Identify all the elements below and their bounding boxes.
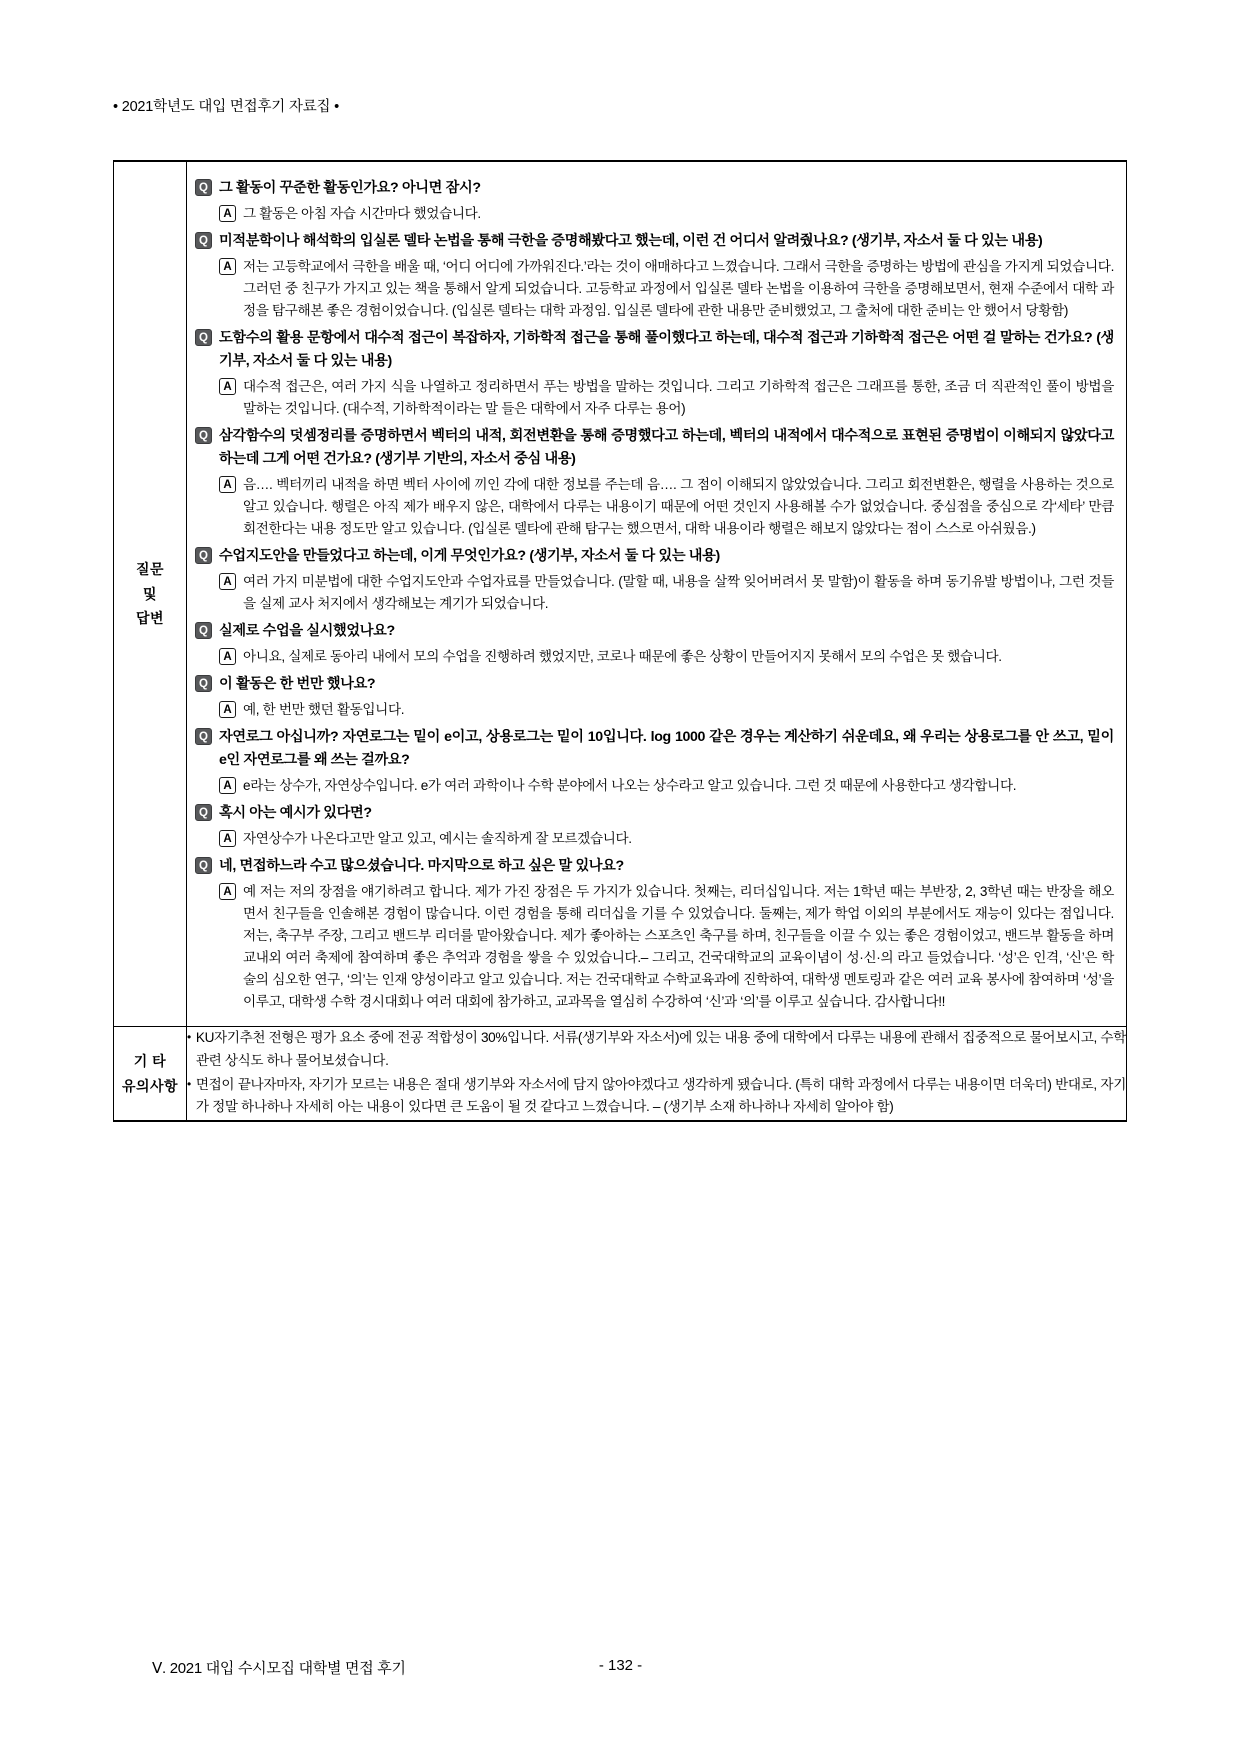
question-row: [195, 230, 1114, 253]
qa-item: [195, 855, 1114, 1013]
question-badge-icon: Q: [195, 675, 212, 692]
note-list-item: [187, 1074, 1126, 1119]
qa-item: [195, 545, 1114, 615]
notes-row-label: [114, 1027, 187, 1122]
answer-badge-icon: A: [219, 648, 236, 665]
qa-item: [195, 230, 1114, 322]
page-number: - 132 -: [598, 1657, 643, 1674]
question-row: [195, 673, 1114, 696]
qa-item: [195, 726, 1114, 797]
notes-label-line-2: 유의사항: [121, 1077, 179, 1094]
answer-badge-icon: A: [219, 258, 236, 275]
question-badge-icon: Q: [195, 857, 212, 874]
answer-text: 예 저는 저의 장점을 얘기하려고 합니다. 제가 가진 장점은 두 가지가 있습니다. 첫째는, 리더십입니다. 저는 1학년 때는 부반장, 2, 3학년 때는 반장을 해오면서 친구들을 인솔해본 경험이 많습니다. 이런 경험을 통해 리더십을 기를 수 있었습니다. 둘째는, 제가 학업 이외의 부분에서도 재능이 있다는 점입니다. 저는, 축구부 주장, 그리고 밴드부 리더를 맡아왔습니다. 제가 좋아하는 스포츠인 축구를 하며, 친구들을 이끌 수 있는 좋은 경험이었고, 밴드부 활동을 하며 교내외 여러 축제에 참여하며 좋은 추억과 경험을 쌓을 수 있었습니다.‒ 그리고, 건국대학교의 교육이념이 성·신·의 라고 들었습니다. ‘성’은 인격, ‘신’은 학술의 심오한 연구, ‘의’는 인재 양성이라고 알고 있습니다. 저는 건국대학교 수학교육과에 진학하여, 대학생 멘토링과 같은 여러 교육 봉사에 참여하며 ‘성’을 이루고, 대학생 수학 경시대회나 여러 대회에 참가하고, 교과목을 열심히 수강하여 ‘신’과 ‘의’를 이루고 싶습니다. 감사합니다!!: [243, 884, 1114, 1010]
question-row: [195, 425, 1114, 471]
qa-item: [195, 327, 1114, 420]
notes-content-cell: [187, 1027, 1127, 1122]
answer-row: [219, 376, 1114, 420]
question-badge-icon: Q: [195, 804, 212, 821]
question-text: 네, 면접하느라 수고 많으셨습니다. 마지막으로 하고 싶은 말 있나요?: [219, 858, 624, 875]
answer-text: 대수적 접근은, 여러 가지 식을 나열하고 정리하면서 푸는 방법을 말하는 것입니다. 그리고 기하학적 접근은 그래프를 통한, 조금 더 직관적인 풀이 방법을 말하는 것입니다. (대수적, 기하학적이라는 말 들은 대학에서 자주 다루는 용어): [243, 379, 1114, 417]
answer-row: [219, 828, 1114, 850]
answer-text: 그 활동은 아침 자습 시간마다 했었습니다.: [243, 206, 481, 221]
footer-section-title: Ⅴ. 2021 대입 수시모집 대학별 면접 후기: [152, 1660, 406, 1677]
question-row: [195, 327, 1114, 373]
question-text: 이 활동은 한 번만 했나요?: [219, 676, 376, 693]
answer-badge-icon: A: [219, 476, 236, 493]
question-badge-icon: Q: [195, 622, 212, 639]
answer-text: e라는 상수가, 자연상수입니다. e가 여러 과학이나 수학 분야에서 나오는 상수라고 알고 있습니다. 그런 것 때문에 사용한다고 생각합니다.: [243, 778, 1017, 794]
question-text: 수업지도안을 만들었다고 하는데, 이게 무엇인가요? (생기부, 자소서 둘 다 있는 내용): [219, 548, 720, 565]
question-text: 도함수의 활용 문항에서 대수적 접근이 복잡하자, 기하학적 접근을 통해 풀이했다고 하는데, 대수적 접근과 기하학적 접근은 어떤 걸 말하는 건가요? (생기부, 자소서 둘 다 있는 내용): [219, 330, 1114, 370]
notes-row: [114, 1027, 1127, 1122]
qa-label-line-1: 질문: [135, 561, 165, 578]
question-badge-icon: Q: [195, 179, 212, 196]
question-badge-icon: Q: [195, 728, 212, 745]
answer-badge-icon: A: [219, 573, 236, 590]
question-row: [195, 802, 1114, 825]
qa-list: [195, 177, 1114, 1013]
answer-text: 음…. 벡터끼리 내적을 하면 벡터 사이에 끼인 각에 대한 정보를 주는데 음…. 그 점이 이해되지 않았었습니다. 그리고 회전변환은, 행렬을 사용하는 것으로 알고 있습니다. 행렬은 아직 제가 배우지 않은, 대학에서 다루는 내용이기 때문에 어떤 것인지 사용해볼 수가 없었습니다. 중심점을 중심으로 각‘세타’ 만큼 회전한다는 내용 정도만 알고 있습니다. (입실론 델타에 관해 탐구는 했으면서, 대학 내용이라 행렬은 해보지 않았다는 점이 스스로 아쉬웠음.): [243, 477, 1114, 537]
qa-item: [195, 620, 1114, 668]
interview-table: [113, 160, 1127, 1122]
running-head: • 2021학년도 대입 면접후기 자료집 •: [113, 99, 340, 115]
answer-badge-icon: A: [219, 378, 236, 395]
answer-badge-icon: A: [219, 701, 236, 718]
qa-content-cell: [187, 161, 1127, 1027]
answer-row: [219, 881, 1114, 1013]
answer-row: [219, 699, 1114, 721]
question-badge-icon: Q: [195, 427, 212, 444]
answer-row: [219, 474, 1114, 540]
question-text: 그 활동이 꾸준한 활동인가요? 아니면 잠시?: [219, 180, 481, 196]
notes-label-line-1: 기 타: [133, 1053, 167, 1070]
bullet-icon: •: [187, 1076, 191, 1091]
question-text: 삼각함수의 덧셈정리를 증명하면서 벡터의 내적, 회전변환을 통해 증명했다고 하는데, 벡터의 내적에서 대수적으로 표현된 증명법이 이해되지 않았다고 하는데 그게 어떤 건가요? (생기부 기반의, 자소서 중심 내용): [219, 428, 1114, 468]
answer-text: 예, 한 번만 했던 활동입니다.: [243, 702, 405, 718]
answer-row: [219, 571, 1114, 615]
qa-label-line-3: 답변: [135, 610, 165, 627]
question-row: [195, 620, 1114, 643]
answer-badge-icon: A: [219, 883, 236, 900]
bullet-icon: •: [187, 1030, 191, 1045]
question-text: 실제로 수업을 실시했었나요?: [219, 623, 395, 640]
answer-row: [219, 256, 1114, 322]
page-footer: [0, 1657, 1241, 1677]
qa-item: [195, 673, 1114, 721]
question-text: 혹시 아는 예시가 있다면?: [219, 805, 372, 822]
answer-text: 자연상수가 나온다고만 알고 있고, 예시는 솔직하게 잘 모르겠습니다.: [243, 831, 632, 847]
question-badge-icon: Q: [195, 547, 212, 564]
answer-badge-icon: A: [219, 777, 236, 794]
qa-row-label: [114, 161, 187, 1027]
qa-item: [195, 177, 1114, 225]
answer-badge-icon: A: [219, 830, 236, 847]
note-list-item: [187, 1027, 1126, 1072]
answer-row: [219, 203, 1114, 225]
answer-row: [219, 775, 1114, 797]
question-row: [195, 855, 1114, 878]
qa-label-line-2: 및: [142, 585, 158, 602]
question-text: 미적분학이나 해석학의 입실론 델타 논법을 통해 극한을 증명해봤다고 했는데, 이런 건 어디서 알려줬나요? (생기부, 자소서 둘 다 있는 내용): [219, 233, 1043, 250]
answer-text: 아니요, 실제로 동아리 내에서 모의 수업을 진행하려 했었지만, 코로나 때문에 좋은 상황이 만들어지지 못해서 모의 수업은 못 했습니다.: [243, 649, 1002, 665]
qa-row: [114, 161, 1127, 1027]
question-text: 자연로그 아십니까? 자연로그는 밑이 e이고, 상용로그는 밑이 10입니다. log 1000 같은 경우는 계산하기 쉬운데요, 왜 우리는 상용로그를 안 쓰고, 밑이 e인 자연로그를 왜 쓰는 걸까요?: [219, 729, 1114, 769]
answer-badge-icon: A: [219, 205, 236, 222]
answer-text: 저는 고등학교에서 극한을 배울 때, ‘어디 어디에 가까워진다.’라는 것이 애매하다고 느꼈습니다. 그래서 극한을 증명하는 방법에 관심을 가지게 되었습니다. 그러던 중 친구가 가지고 있는 책을 통해서 알게 되었습니다. 고등학교 과정에서 입실론 델타 논법을 이용하여 극한을 증명해보면서, 현재 수준에서 대학 과정을 탐구해본 좋은 경험이었습니다. (입실론 델타는 대학 과정임. 입실론 델타에 관한 내용만 준비했었고, 그 출처에 대한 준비는 안 했어서 당황함): [243, 259, 1114, 319]
qa-item: [195, 802, 1114, 850]
note-text: 면접이 끝나자마자, 자기가 모르는 내용은 절대 생기부와 자소서에 담지 않아야겠다고 생각하게 됐습니다. (특히 대학 과정에서 다루는 내용이면 더욱더) 반대로, 자기가 정말 하나하나 자세히 아는 내용이 있다면 큰 도움이 될 것 같다고 느꼈습니다. ‒ (생기부 소재 하나하나 자세히 알아야 함): [195, 1076, 1126, 1115]
qa-item: [195, 425, 1114, 540]
question-badge-icon: Q: [195, 329, 212, 346]
question-badge-icon: Q: [195, 232, 212, 249]
question-row: [195, 545, 1114, 568]
answer-text: 여러 가지 미분법에 대한 수업지도안과 수업자료를 만들었습니다. (말할 때, 내용을 살짝 잊어버려서 못 말함)이 활동을 하며 동기유발 방법이나, 그런 것들을 실제 교사 처지에서 생각해보는 계기가 되었습니다.: [243, 574, 1114, 612]
question-row: [195, 177, 1114, 200]
answer-row: [219, 646, 1114, 668]
question-row: [195, 726, 1114, 772]
note-text: KU자기추천 전형은 평가 요소 중에 전공 적합성이 30%입니다. 서류(생기부와 자소서)에 있는 내용 중에 대학에서 다루는 내용에 관해서 집중적으로 물어보시고, 수학 관련 상식도 하나 물어보셨습니다.: [195, 1030, 1126, 1068]
